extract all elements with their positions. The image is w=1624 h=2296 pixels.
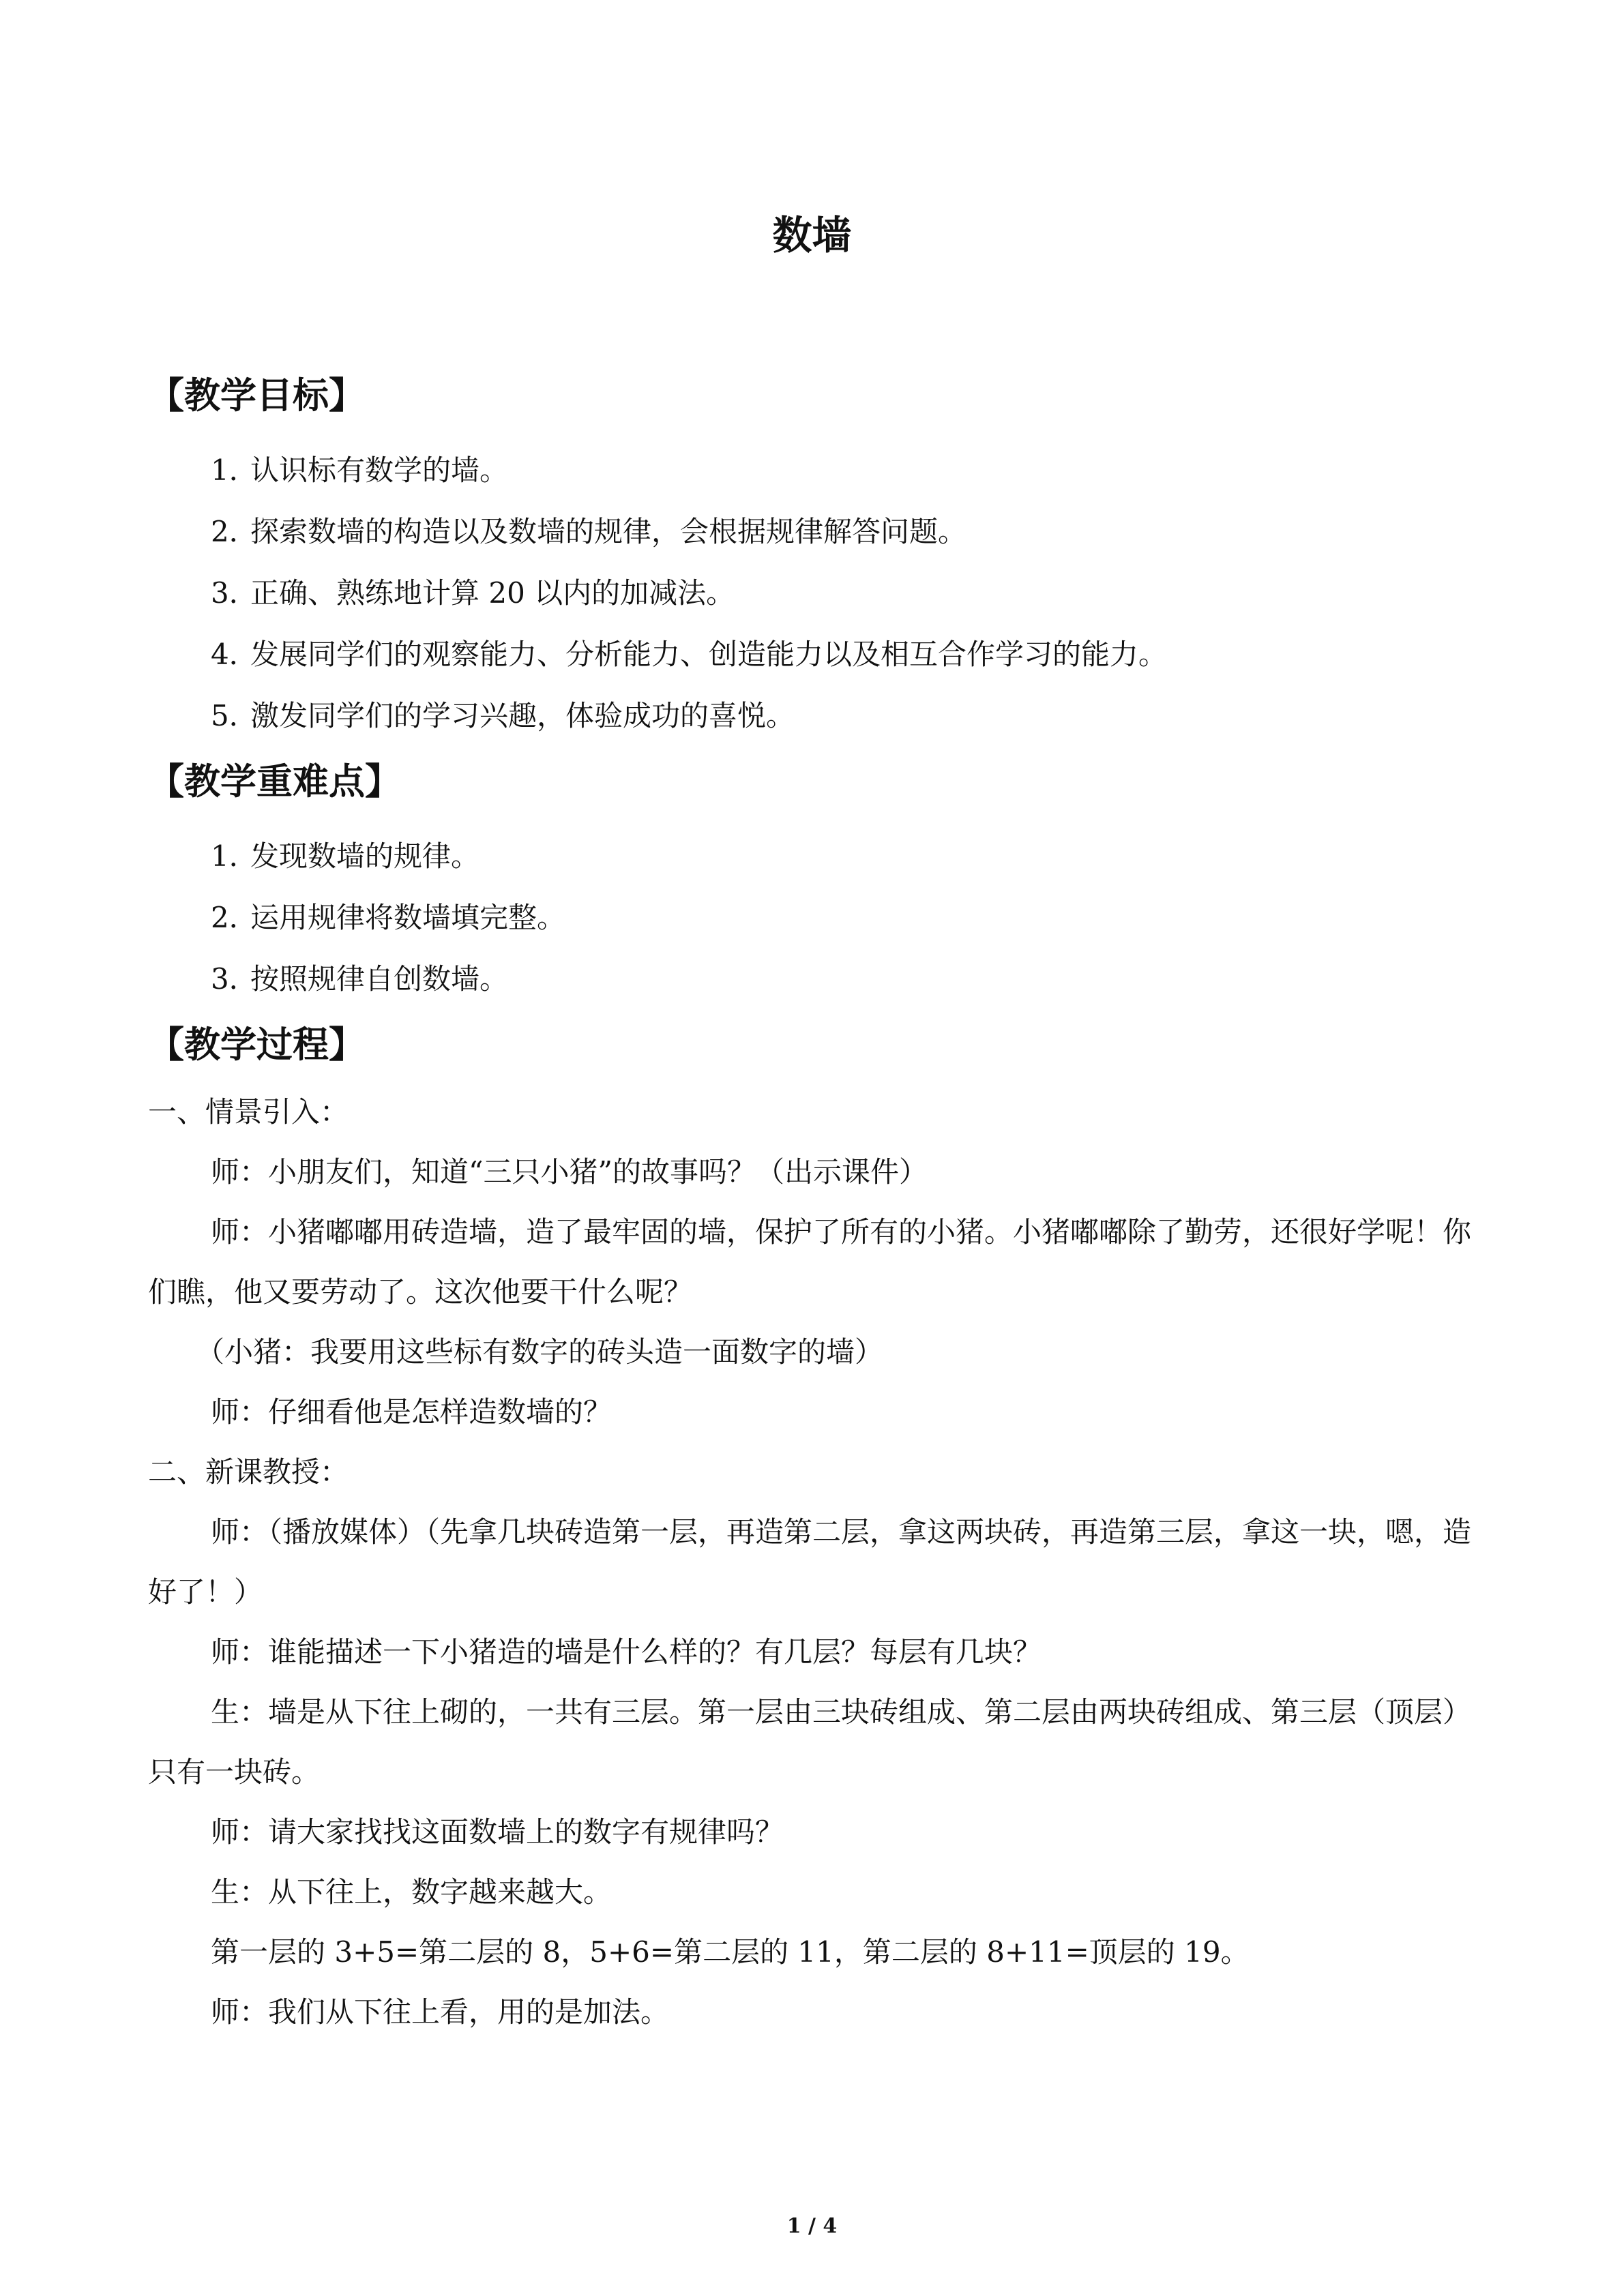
item-text: 激发同学们的学习兴趣，体验成功的喜悦。 bbox=[250, 699, 795, 732]
keypoints-list bbox=[148, 837, 1471, 999]
item-text: 正确、熟练地计算 20 以内的加减法。 bbox=[250, 576, 735, 610]
item-number: 5． bbox=[211, 699, 258, 732]
paragraph: 师：小猪嘟嘟用砖造墙，造了最牢固的墙，保护了所有的小猪。小猪嘟嘟除了勤劳，还很好学呢！你们瞧，他又要劳动了。这次他要干什么呢？ bbox=[148, 1215, 1472, 1309]
item-number: 3． bbox=[211, 962, 258, 996]
document-title: 数墙 bbox=[772, 212, 852, 258]
paragraph: 二、新课教授： bbox=[148, 1455, 349, 1489]
item-number: 4． bbox=[211, 638, 258, 671]
document-body bbox=[148, 372, 1471, 2042]
item-text: 探索数墙的构造以及数墙的规律，会根据规律解答问题。 bbox=[250, 515, 967, 548]
list-item bbox=[148, 837, 1471, 876]
paragraph: 师：（播放媒体）（先拿几块砖造第一层，再造第二层，拿这两块砖，再造第三层，拿这一块，嗯，造好了！） bbox=[148, 1515, 1472, 1609]
list-item bbox=[148, 451, 1471, 490]
item-text: 认识标有数学的墙。 bbox=[250, 453, 509, 487]
item-number: 2． bbox=[211, 901, 258, 934]
list-item bbox=[148, 898, 1471, 938]
list-item bbox=[148, 696, 1471, 736]
section-process bbox=[148, 1021, 1471, 2042]
item-number: 1． bbox=[211, 839, 258, 873]
section-goals bbox=[148, 372, 1471, 736]
item-text: 发现数墙的规律。 bbox=[250, 839, 480, 873]
item-number: 2． bbox=[211, 515, 258, 548]
paragraph: 师：我们从下往上看，用的是加法。 bbox=[211, 1995, 670, 2029]
paragraph: 生：墙是从下往上砌的，一共有三层。第一层由三块砖组成、第二层由两块砖组成、第三层（顶层）只有一块砖。 bbox=[148, 1695, 1472, 1789]
paragraph: 师：小朋友们，知道“三只小猪”的故事吗？（出示课件） bbox=[211, 1155, 928, 1189]
goals-list bbox=[148, 451, 1471, 736]
page-number: 1 / 4 bbox=[786, 2214, 838, 2238]
paragraph: 师：谁能描述一下小猪造的墙是什么样的？有几层？每层有几块？ bbox=[211, 1635, 1042, 1669]
paragraph: 一、情景引入： bbox=[148, 1095, 349, 1129]
paragraph: 师：仔细看他是怎样造数墙的？ bbox=[211, 1395, 612, 1429]
item-number: 1． bbox=[211, 453, 258, 487]
list-item bbox=[148, 959, 1471, 999]
paragraph: 生：从下往上，数字越来越大。 bbox=[211, 1875, 612, 1909]
section-heading-process: 【教学过程】 bbox=[148, 1024, 365, 1066]
list-item bbox=[148, 512, 1471, 552]
section-heading-keypoints: 【教学重难点】 bbox=[148, 760, 401, 803]
paragraph: 师：请大家找找这面数墙上的数字有规律吗？ bbox=[211, 1815, 784, 1849]
item-number: 3． bbox=[211, 576, 258, 610]
list-item bbox=[148, 635, 1471, 674]
section-keypoints bbox=[148, 758, 1471, 999]
paragraph: 第一层的 3+5=第二层的 8，5+6=第二层的 11，第二层的 8+11=顶层的 19。 bbox=[211, 1935, 1250, 1969]
item-text: 运用规律将数墙填完整。 bbox=[250, 901, 566, 934]
paragraph: （小猪：我要用这些标有数字的砖头造一面数字的墙） bbox=[196, 1335, 884, 1369]
item-text: 发展同学们的观察能力、分析能力、创造能力以及相互合作学习的能力。 bbox=[250, 638, 1168, 671]
item-text: 按照规律自创数墙。 bbox=[250, 962, 509, 996]
section-heading-goals: 【教学目标】 bbox=[148, 374, 365, 417]
list-item bbox=[148, 573, 1471, 613]
